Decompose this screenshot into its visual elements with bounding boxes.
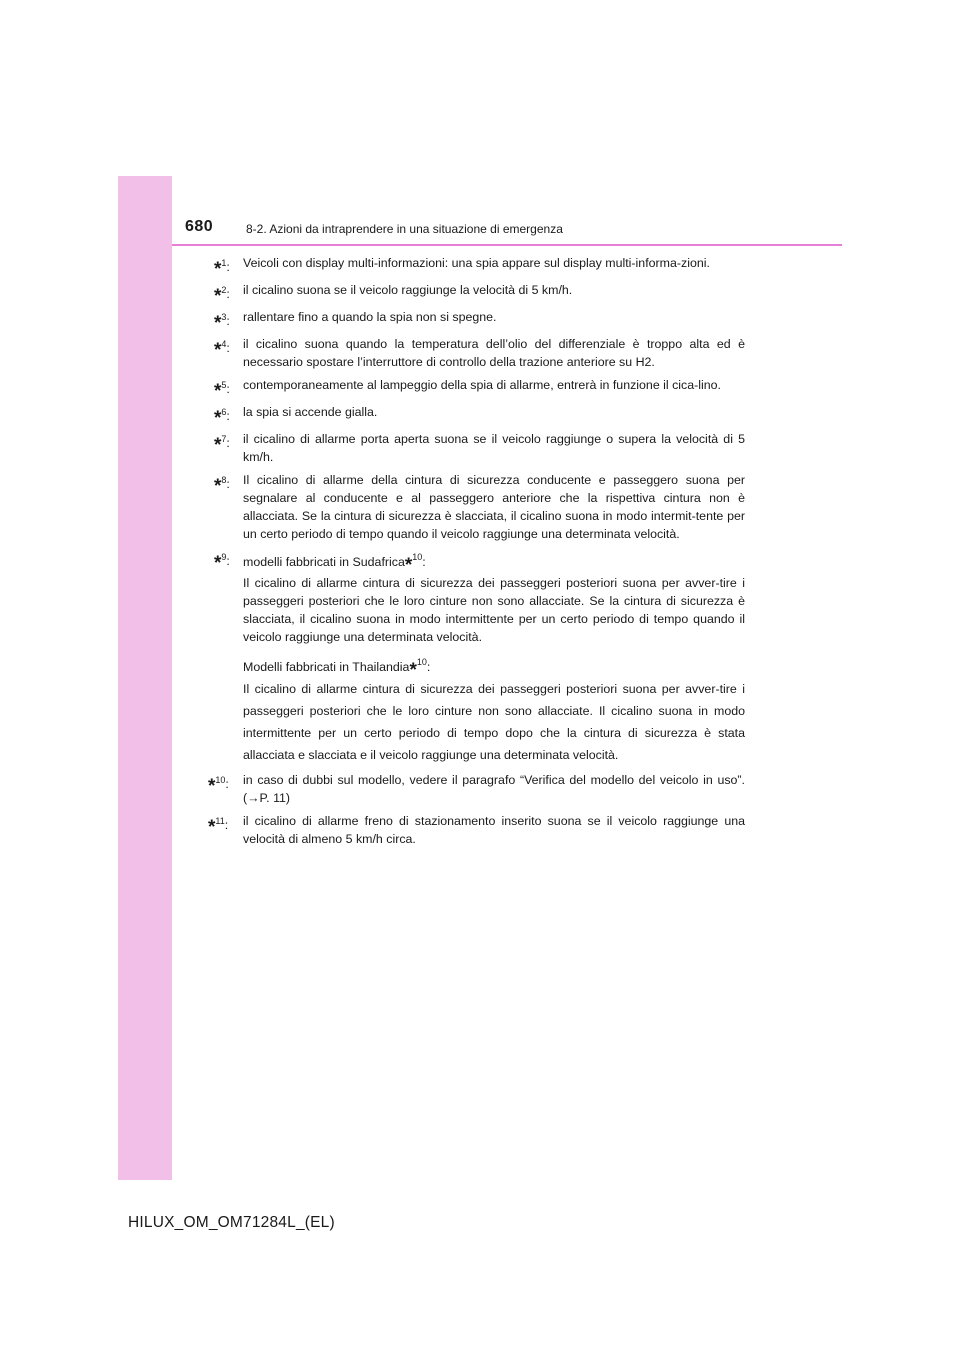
thailandia-heading: Modelli fabbricati in Thailandia*$^{10}$: bbox=[243, 657, 431, 681]
footnote-6 bbox=[214, 403, 745, 429]
footnote-marker: *$^1$: bbox=[214, 258, 230, 280]
section-title: 8-2. Azioni da intraprendere in una situazione di emergenza bbox=[246, 222, 563, 236]
footnote-marker: *$^{10}$: bbox=[208, 775, 229, 797]
footnote-marker: *$^2$: bbox=[214, 285, 230, 307]
footnote-text: rallentare fino a quando la spia non si spegne. bbox=[243, 310, 497, 324]
footnote-3 bbox=[214, 308, 745, 334]
footnote-marker: *$^8$: bbox=[214, 475, 230, 497]
footnote-text: contemporaneamente al lampeggio della spia di allarme, entrerà in funzione il cica-lino. bbox=[243, 378, 721, 392]
sudafrica-text: Il cicalino di allarme cintura di sicurezza dei passeggeri posteriori suona per avver-tire i passeggeri posteriori che le loro cinture non sono allacciate. Se la cintura di sicurezza è slacciata, il cicalino suona in modo intermittente per un certo periodo di tempo quando il veicolo raggiunge una determinata velocità. bbox=[243, 576, 745, 644]
footnote-marker: *$^7$: bbox=[214, 434, 230, 456]
sudafrica-heading: modelli fabbricati in Sudafrica*$^{10}$: bbox=[243, 552, 426, 576]
footnote-11 bbox=[208, 812, 745, 848]
footnote-text: il cicalino suona quando la temperatura dell’olio del differenziale è troppo alta ed è necessario spostare l’interruttore di controllo della trazione anteriore su H2. bbox=[243, 337, 745, 369]
page-number: 680 bbox=[185, 218, 214, 235]
footnote-7 bbox=[214, 430, 745, 466]
footnote-text: il cicalino di allarme porta aperta suona se il veicolo raggiunge o supera la velocità di 5 km/h. bbox=[243, 432, 745, 464]
thailandia-text: Il cicalino di allarme cintura di sicurezza dei passeggeri posteriori suona per avver-tire i passeggeri posteriori che le loro cinture non sono allacciate. Il cicalino suona in modo intermittente per un certo periodo di tempo dopo che la cintura di sicurezza è stata allacciata e slacciata e il veicolo raggiunge una determinata velocità. bbox=[243, 682, 745, 762]
footnote-marker: *$^{11}$: bbox=[208, 816, 229, 838]
footnote-marker: *$^4$: bbox=[214, 339, 230, 361]
footnote-1 bbox=[214, 254, 745, 280]
footnotes-list bbox=[208, 254, 745, 853]
footnote-marker: *$^6$: bbox=[214, 407, 230, 429]
footnote-text: in caso di dubbi sul modello, vedere il paragrafo “Verifica del modello del veicolo in uso”. (→P. 11) bbox=[243, 773, 745, 805]
document-code: HILUX_OM_OM71284L_(EL) bbox=[128, 1214, 335, 1231]
footnote-4 bbox=[214, 335, 745, 371]
footnote-text: il cicalino di allarme freno di stazionamento inserito suona se il veicolo raggiunge una velocità di almeno 5 km/h circa. bbox=[243, 814, 745, 846]
footnote-8 bbox=[214, 471, 745, 543]
footnote-text: la spia si accende gialla. bbox=[243, 405, 378, 419]
footnote-text: Il cicalino di allarme della cintura di sicurezza conducente e passeggero suona per segnalare al conducente e al passeggero anteriore che la rispettiva cintura non è allacciata. Se la cintura di sicurezza è slacciata, il cicalino suona in modo intermit-tente per un certo periodo di tempo quando il veicolo raggiunge una determinata velocità. bbox=[243, 473, 745, 541]
footnote-5 bbox=[214, 376, 745, 402]
chapter-side-band bbox=[118, 176, 172, 1180]
footnote-10 bbox=[208, 771, 745, 807]
footnote-marker: *$^9$: bbox=[214, 552, 230, 574]
footnote-2 bbox=[214, 281, 745, 307]
footnote-9 bbox=[214, 548, 745, 766]
header-rule bbox=[172, 244, 842, 246]
footnote-text: Veicoli con display multi-informazioni: una spia appare sul display multi-informa-zioni. bbox=[243, 256, 710, 270]
footnote-marker: *$^3$: bbox=[214, 312, 230, 334]
footnote-marker: *$^5$: bbox=[214, 380, 230, 402]
footnote-text: il cicalino suona se il veicolo raggiunge la velocità di 5 km/h. bbox=[243, 283, 573, 297]
